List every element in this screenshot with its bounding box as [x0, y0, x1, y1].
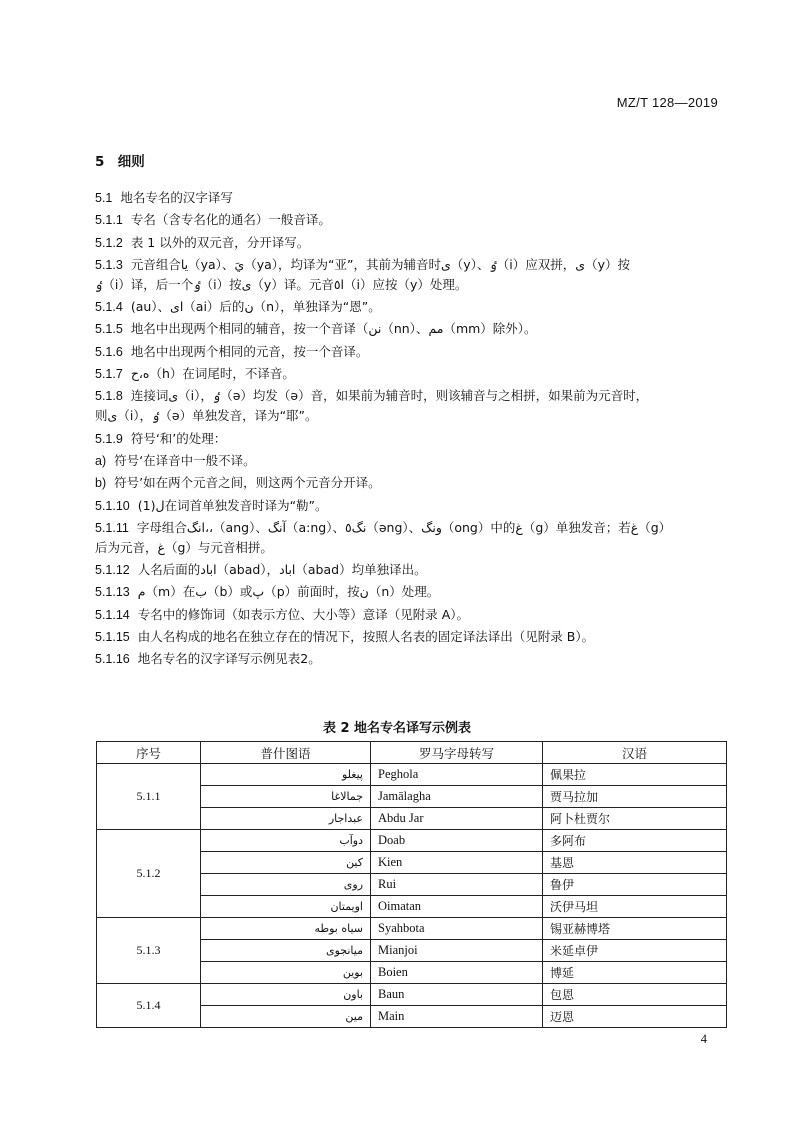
roman-cell: Abdu Jar	[371, 808, 543, 830]
roman-cell: Syahbota	[371, 918, 543, 940]
pashto-cell: بوین	[201, 962, 371, 984]
clause-number: 5.1.6	[95, 344, 123, 359]
document-code: MZ/T 128—2019	[616, 95, 718, 110]
section-heading	[95, 150, 145, 170]
clause-item	[95, 473, 725, 493]
clause-text: ل(1)在词首单独发音时译为“勒”。	[137, 497, 328, 513]
pashto-cell: میانجوی	[201, 940, 371, 962]
clause-number: 5.1.2	[95, 235, 123, 250]
group-number-cell: 5.1.1	[97, 764, 201, 830]
col-header-pashto: 普什图语	[201, 742, 371, 764]
clause-text: 符号‘和’的处理：	[130, 430, 227, 446]
roman-cell: Doab	[371, 830, 543, 852]
clause-text: 地名中出现两个相同的元音，按一个音译。	[130, 343, 369, 359]
clause-text: 地名中出现两个相同的辅音，按一个音译（نن（nn）、مم（mm）除外）。	[130, 321, 537, 337]
roman-cell: Mianjoi	[371, 940, 543, 962]
pashto-cell: عبداجار	[201, 808, 371, 830]
group-number-cell: 5.1.3	[97, 918, 201, 984]
group-number-cell: 5.1.4	[97, 984, 201, 1028]
section-number: 5	[95, 154, 105, 170]
clause-item	[95, 386, 725, 426]
table-caption: 表 2 地名专名译写示例表	[322, 721, 472, 736]
clause-text: 表 1 以外的双元音，分开译写。	[130, 234, 310, 250]
clause-number: 5.1.1	[95, 213, 123, 228]
clause-number: 5.1.11	[95, 520, 129, 535]
chinese-cell: 沃伊马坦	[543, 896, 727, 918]
clause-item	[95, 364, 725, 384]
clause-number: 5.1.15	[95, 630, 130, 645]
clause-text: 人名后面的اباد（abad），اباد（abad）均单独译出。	[137, 562, 427, 578]
clause-number: 5.1.7	[95, 367, 123, 382]
clause-item	[95, 342, 725, 362]
clause-text: 地名专名的汉字译写	[120, 190, 233, 205]
clause-item	[95, 649, 725, 669]
clause-item	[95, 582, 725, 602]
pashto-cell: اویمتان	[201, 896, 371, 918]
clause-number: 5.1.10	[95, 498, 130, 513]
clause-number: 5.1.4	[95, 300, 123, 315]
col-header-chinese: 汉语	[543, 742, 727, 764]
chinese-cell: 多阿布	[543, 830, 727, 852]
clause-item	[95, 188, 725, 208]
clause-number: 5.1.12	[95, 563, 130, 578]
clause-item	[95, 451, 725, 471]
clause-number: 5.1	[95, 191, 113, 205]
chinese-cell: 米延卓伊	[543, 940, 727, 962]
roman-cell: Baun	[371, 984, 543, 1006]
clause-item	[95, 560, 725, 580]
clause-list	[95, 188, 725, 672]
clause-item	[95, 518, 725, 558]
clause-text: ه،ح（h）在词尾时，不译音。	[130, 366, 295, 382]
pashto-cell: باون	[201, 984, 371, 1006]
transliteration-table	[96, 741, 727, 1028]
clause-number: 5.1.16	[95, 652, 130, 667]
table-row	[97, 918, 727, 940]
table-row	[97, 764, 727, 786]
clause-text: 则ى（i），ٶ（ə）单独发音，译为“耶”。	[95, 408, 318, 424]
pashto-cell: دوآب	[201, 830, 371, 852]
pashto-cell: کین	[201, 852, 371, 874]
pashto-cell: روی	[201, 874, 371, 896]
roman-cell: Boien	[371, 962, 543, 984]
clause-item	[95, 255, 725, 295]
chinese-cell: 博延	[543, 962, 727, 984]
roman-cell: Oimatan	[371, 896, 543, 918]
clause-item	[95, 429, 725, 449]
pashto-cell: مین	[201, 1006, 371, 1028]
roman-cell: Jamālagha	[371, 786, 543, 808]
chinese-cell: 锡亚赫博塔	[543, 918, 727, 940]
chinese-cell: 基恩	[543, 852, 727, 874]
pashto-cell: سیاه بوطه	[201, 918, 371, 940]
clause-number: a)	[95, 453, 107, 468]
clause-number: 5.1.13	[95, 585, 130, 600]
clause-number: 5.1.8	[95, 389, 123, 404]
roman-cell: Peghola	[371, 764, 543, 786]
clause-item	[95, 297, 725, 317]
table-header-row	[97, 742, 727, 764]
clause-text: 字母组合انگ،،（ang）、آنگ（a:ng）、نگ٥（əng）、ونگ（ong）中的غ（g）单独发音；若غ（g）	[136, 519, 672, 535]
clause-text: 连接词ى（i），ٶ（ə）均发（ə）音，如果前为辅音时，则该辅音与之相拼，如果前为元音时，	[130, 388, 649, 404]
clause-item	[95, 319, 725, 339]
clause-text: م（m）在ب（b）或پ（p）前面时，按ن（n）处理。	[137, 584, 440, 600]
clause-text: 由人名构成的地名在独立存在的情况下，按照人名表的固定译法译出（见附录 B）。	[137, 629, 595, 645]
clause-number: 5.1.9	[95, 431, 123, 446]
clause-item	[95, 605, 725, 625]
clause-text: 专名（含专名化的通名）一般音译。	[130, 212, 331, 228]
clause-text: 元音组合يا（ya）、يَ（ya），均译为“亚”，其前为辅音时ى（y）、ٶ（i）应双拼，ى（y）按	[130, 256, 630, 272]
section-title: 细则	[117, 154, 145, 170]
chinese-cell: 贾马拉加	[543, 786, 727, 808]
clause-text: 符号’如在两个元音之间，则这两个元音分开译。	[114, 475, 381, 491]
clause-text: 专名中的修饰词（如表示方位、大小等）意译（见附录 A）。	[137, 606, 470, 622]
clause-number: 5.1.14	[95, 607, 130, 622]
group-number-cell: 5.1.2	[97, 830, 201, 918]
roman-cell: Rui	[371, 874, 543, 896]
clause-text: 后为元音，غ（g）与元音相拼。	[95, 539, 273, 555]
chinese-cell: 佩果拉	[543, 764, 727, 786]
clause-number: 5.1.5	[95, 322, 123, 337]
chinese-cell: 阿卜杜贾尔	[543, 808, 727, 830]
clause-number: b)	[95, 476, 107, 491]
clause-text: 符号‘在译音中一般不译。	[114, 452, 256, 468]
clause-number: 5.1.3	[95, 257, 123, 272]
chinese-cell: 鲁伊	[543, 874, 727, 896]
pashto-cell: پیغلو	[201, 764, 371, 786]
table-row	[97, 984, 727, 1006]
clause-item	[95, 627, 725, 647]
clause-text: (au）、ای（ai）后的ن（n），单独译为“恩”。	[130, 299, 381, 315]
chinese-cell: 包恩	[543, 984, 727, 1006]
clause-text: 地名专名的汉字译写示例见表2。	[137, 651, 321, 667]
clause-item	[95, 233, 725, 253]
col-header-roman: 罗马字母转写	[371, 742, 543, 764]
clause-text: ٶ（i）译，后一个ٶ（i）按ى（y）译。元音ا٥（i）应按（y）处理。	[95, 276, 468, 292]
roman-cell: Main	[371, 1006, 543, 1028]
clause-item	[95, 496, 725, 516]
page-number: 4	[700, 1032, 707, 1046]
table-row	[97, 830, 727, 852]
col-header-number: 序号	[97, 742, 201, 764]
clause-item	[95, 210, 725, 230]
roman-cell: Kien	[371, 852, 543, 874]
chinese-cell: 迈恩	[543, 1006, 727, 1028]
pashto-cell: جمالاغا	[201, 786, 371, 808]
